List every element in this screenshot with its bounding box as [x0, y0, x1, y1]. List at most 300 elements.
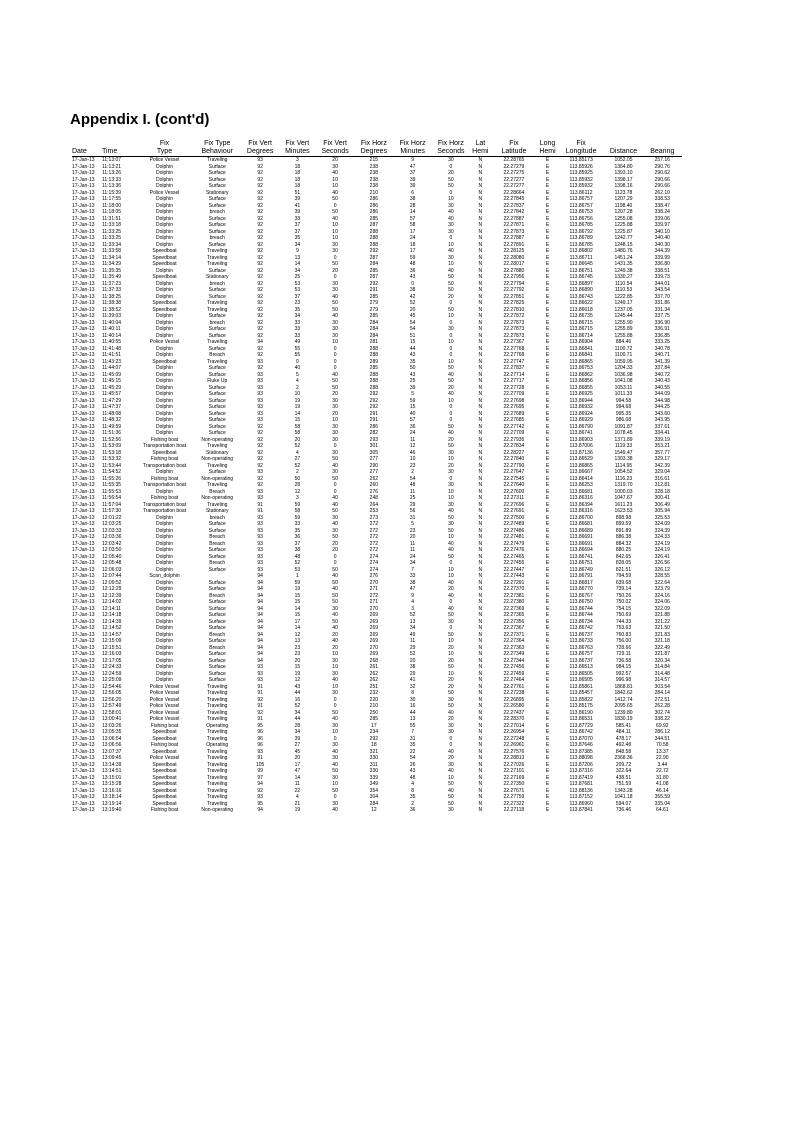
table-cell: E	[545, 768, 550, 774]
table-cell: Dolphin	[156, 651, 173, 657]
table-cell: N	[478, 170, 483, 176]
table-cell: E	[545, 755, 550, 761]
table-cell: 95	[257, 800, 263, 807]
table-cell: 316.61	[654, 475, 670, 482]
table-cell: Breach	[209, 644, 226, 651]
table-cell: Surface	[208, 410, 226, 417]
table-cell: 1052.05	[614, 157, 633, 163]
table-cell: 17-Jan-13	[72, 638, 95, 644]
table-cell: N	[478, 735, 483, 742]
table-cell: Speedboat	[152, 274, 177, 280]
table-cell: 10	[448, 638, 454, 644]
table-cell: 0	[449, 345, 453, 352]
table-cell: N	[478, 287, 483, 293]
table-cell: 292	[369, 391, 379, 397]
table-cell: 209.72	[615, 761, 632, 768]
table-cell: N	[478, 280, 483, 287]
table-cell: 22.27717	[503, 378, 525, 384]
table-cell: 20	[448, 755, 454, 761]
table-cell: Traveling	[207, 748, 228, 755]
table-cell: Speedboat	[152, 261, 177, 267]
table-row	[72, 677, 682, 684]
table-cell: 51	[294, 189, 301, 196]
table-cell: 17-Jan-13	[72, 300, 95, 306]
table-cell: 50	[332, 618, 338, 625]
table-row	[72, 755, 682, 762]
table-cell: 22.27825	[503, 300, 525, 306]
table-cell: 0	[449, 319, 453, 326]
table-cell: 51	[409, 332, 416, 339]
table-cell: 292	[369, 735, 379, 742]
table-cell: 17-Jan-13	[72, 807, 95, 813]
table-cell: 594.07	[615, 800, 632, 807]
table-cell: 17-Jan-13	[72, 774, 95, 781]
table-cell: E	[545, 514, 550, 521]
table-cell: 11:55:35	[101, 482, 122, 488]
table-cell: 113.86711	[569, 254, 593, 261]
table-cell: 40	[332, 761, 338, 768]
table-cell: 10	[448, 488, 454, 495]
table-cell: N	[478, 228, 483, 235]
table-cell: E	[545, 716, 550, 722]
table-cell: 113.86785	[569, 241, 593, 248]
table-cell: 94	[257, 638, 263, 644]
table-cell: E	[545, 566, 550, 573]
table-cell: Surface	[208, 612, 226, 618]
table-cell: 1371.89	[614, 436, 633, 443]
table-cell: 1451.24	[614, 254, 633, 261]
table-cell: 22.27443	[503, 573, 525, 579]
table-cell: 113.86529	[569, 456, 593, 462]
table-row	[72, 287, 682, 294]
table-cell: 286	[369, 202, 379, 209]
table-cell: 50	[332, 261, 338, 267]
table-cell: N	[478, 430, 483, 436]
table-cell: 886.38	[615, 534, 632, 540]
table-cell: Dolphin	[156, 527, 173, 534]
table-cell: 113.86316	[569, 495, 593, 501]
table-cell: 22.27476	[503, 547, 525, 553]
table-cell: 11:40:55	[101, 339, 122, 345]
table-cell: 22.27479	[503, 540, 525, 547]
table-cell: 113.85822	[569, 696, 593, 703]
table-cell: 27	[294, 742, 301, 748]
table-cell: N	[478, 540, 483, 547]
table-cell: E	[545, 241, 550, 248]
table-cell: 93	[257, 157, 263, 163]
table-cell: E	[545, 339, 550, 345]
table-cell: 323.79	[654, 586, 670, 592]
table-cell: 50	[448, 631, 454, 638]
table-cell: 0	[333, 274, 337, 280]
table-cell: 22.28227	[503, 449, 525, 456]
table-cell: N	[478, 553, 483, 560]
table-cell: N	[478, 716, 483, 722]
table-cell: 17-Jan-13	[72, 618, 95, 625]
table-cell: Surface	[208, 163, 226, 170]
table-cell: 354	[369, 787, 379, 794]
table-cell: 828.05	[615, 560, 632, 566]
table-cell: Surface	[208, 638, 226, 644]
table-cell: 20	[448, 462, 454, 469]
table-cell: 92	[257, 787, 263, 794]
table-cell: 92	[257, 196, 263, 202]
table-cell: Police Vessel	[149, 157, 180, 163]
table-cell: 11	[410, 540, 416, 547]
table-cell: 290.76	[654, 163, 670, 170]
table-cell: 1242.77	[614, 235, 633, 241]
column-header: Fix Type	[136, 136, 193, 157]
table-cell: 18	[294, 170, 301, 176]
table-cell: 20	[332, 547, 338, 553]
table-cell: 284	[369, 261, 379, 267]
table-cell: 113.86745	[569, 274, 593, 280]
table-cell: 1198.40	[614, 202, 633, 209]
table-cell: 113.86817	[569, 579, 593, 586]
table-cell: 18	[294, 163, 301, 170]
table-cell: Dolphin	[156, 313, 173, 319]
table-cell: 314.48	[654, 670, 670, 677]
table-cell: 340.10	[654, 228, 670, 235]
table-cell: 57	[409, 215, 416, 222]
table-cell: Dolphin	[156, 618, 173, 625]
table-cell: 736.46	[615, 807, 632, 813]
table-cell: 302.74	[654, 709, 670, 716]
table-cell: 113.86757	[569, 651, 593, 657]
table-cell: Traveling	[207, 157, 228, 163]
table-cell: 113.86694	[569, 547, 593, 553]
table-cell: 30	[332, 248, 338, 254]
table-cell: 93	[257, 534, 263, 540]
table-cell: 93	[257, 521, 263, 527]
table-cell: N	[478, 456, 483, 462]
table-cell: 52	[409, 612, 416, 618]
table-cell: N	[478, 417, 483, 423]
table-cell: Speedboat	[152, 774, 177, 781]
table-cell: 59	[294, 501, 301, 508]
table-cell: 17-Jan-13	[72, 417, 95, 423]
table-cell: Police Vessel	[149, 709, 180, 716]
table-cell: 11:37:33	[101, 287, 122, 293]
table-cell: N	[478, 241, 483, 248]
table-cell: 17-Jan-13	[72, 274, 95, 280]
table-cell: 50	[448, 527, 454, 534]
table-cell: Surface	[208, 384, 226, 391]
table-cell: 17-Jan-13	[72, 462, 95, 469]
table-cell: 11:18:00	[101, 202, 122, 209]
table-cell: 40	[448, 430, 454, 436]
table-cell: N	[478, 358, 483, 365]
table-row	[72, 612, 682, 619]
table-cell: 30	[332, 423, 338, 430]
table-cell: Traveling	[207, 735, 228, 742]
table-cell: Police Vessel	[149, 716, 180, 722]
table-cell: 94	[257, 612, 263, 618]
table-cell: 12:16:03	[101, 651, 122, 657]
table-cell: Dolphin	[156, 391, 173, 397]
table-cell: 17	[294, 761, 301, 768]
table-cell: E	[545, 163, 550, 170]
table-cell: Dolphin	[156, 196, 173, 202]
table-cell: N	[478, 501, 483, 508]
table-cell: Surface	[208, 657, 226, 664]
table-cell: 23	[294, 651, 301, 657]
table-cell: 891.89	[615, 527, 632, 534]
table-cell: 19	[294, 397, 301, 404]
table-cell: 92	[257, 209, 263, 215]
table-cell: 92	[257, 170, 263, 176]
table-row	[72, 716, 682, 723]
table-cell: 50	[448, 378, 454, 384]
table-cell: 1868.81	[614, 683, 633, 690]
table-cell: 13:06:54	[101, 735, 122, 742]
table-cell: N	[478, 482, 483, 488]
table-cell: E	[545, 696, 550, 703]
table-row	[72, 573, 682, 580]
table-cell: breach	[209, 280, 225, 287]
table-cell: 92	[257, 163, 263, 170]
table-cell: 0	[333, 254, 337, 261]
table-cell: N	[478, 709, 483, 716]
table-cell: Dolphin	[156, 677, 173, 683]
table-cell: 50	[332, 196, 338, 202]
table-cell: E	[545, 254, 550, 261]
table-cell: 17-Jan-13	[72, 664, 95, 670]
table-cell: 38	[409, 579, 416, 586]
table-cell: 17-Jan-13	[72, 391, 95, 397]
table-cell: 22.27768	[503, 345, 525, 352]
table-cell: 58	[294, 423, 301, 430]
table-cell: 22.27728	[503, 384, 525, 391]
table-cell: breach	[209, 209, 225, 215]
table-cell: 17-Jan-13	[72, 436, 95, 443]
table-cell: Surface	[208, 176, 226, 183]
table-cell: 22.27380	[503, 599, 525, 605]
table-cell: 312.81	[654, 482, 670, 488]
table-cell: N	[478, 521, 483, 527]
table-cell: 50	[332, 300, 338, 306]
table-cell: 38	[409, 196, 416, 202]
table-cell: 10	[448, 573, 454, 579]
table-cell: 20	[332, 644, 338, 651]
table-cell: 54	[409, 475, 416, 482]
table-cell: 113.86700	[569, 514, 593, 521]
table-cell: 4	[411, 599, 414, 605]
table-cell: 22.27759	[503, 794, 525, 800]
table-cell: 300.41	[654, 495, 670, 501]
table-cell: 17-Jan-13	[72, 716, 95, 722]
table-cell: 324.09	[654, 521, 670, 527]
table-cell: E	[545, 215, 550, 222]
table-cell: 50	[448, 664, 454, 670]
table-cell: 113.86785	[569, 222, 593, 228]
table-cell: 20	[332, 540, 338, 547]
table-cell: E	[545, 345, 550, 352]
table-cell: 17	[371, 722, 377, 729]
table-cell: 22.27576	[503, 748, 525, 755]
table-cell: E	[545, 787, 550, 794]
table-cell: 30	[332, 670, 338, 677]
table-cell: 0	[333, 202, 337, 209]
table-cell: 35	[294, 306, 301, 313]
table-cell: 12:54:46	[101, 683, 122, 690]
table-cell: 284	[369, 319, 379, 326]
table-cell: 93	[257, 404, 263, 410]
table-cell: 22.27840	[503, 456, 525, 462]
table-cell: 93	[257, 410, 263, 417]
table-cell: E	[545, 482, 550, 488]
table-cell: 10	[332, 417, 338, 423]
table-cell: 324.19	[654, 547, 670, 553]
table-cell: 113.86737	[569, 657, 593, 664]
table-cell: N	[478, 196, 483, 202]
table-cell: 17-Jan-13	[72, 586, 95, 592]
table-cell: 0	[449, 735, 453, 742]
table-cell: 34	[294, 729, 301, 735]
table-cell: 47	[294, 768, 301, 774]
table-cell: 326.12	[654, 566, 670, 573]
table-cell: 17-Jan-13	[72, 248, 95, 254]
table-cell: Speedboat	[152, 300, 177, 306]
table-cell: 20	[448, 170, 454, 176]
table-cell: E	[545, 196, 550, 202]
table-cell: 11:35:35	[101, 267, 122, 274]
table-cell: 996.98	[615, 677, 632, 683]
table-cell: Surface	[208, 391, 226, 397]
table-cell: 33	[409, 573, 416, 579]
appendix-table-container	[72, 136, 682, 814]
table-cell: 11:47:29	[101, 397, 122, 404]
table-cell: 322.64	[654, 579, 670, 586]
table-cell: 39	[294, 196, 301, 202]
table-cell: 15	[294, 417, 301, 423]
table-cell: Speedboat	[152, 787, 177, 794]
table-cell: Speedboat	[152, 735, 177, 742]
table-cell: 30	[332, 319, 338, 326]
table-cell: 17-Jan-13	[72, 358, 95, 365]
table-cell: N	[478, 176, 483, 183]
table-cell: 324.19	[654, 540, 670, 547]
table-cell: 113.86792	[569, 228, 593, 235]
table-cell: 17-Jan-13	[72, 605, 95, 612]
table-cell: N	[478, 274, 483, 280]
table-cell: 113.86742	[569, 729, 593, 735]
table-cell: 31	[409, 735, 416, 742]
table-cell: 113.86841	[569, 345, 593, 352]
table-row	[72, 430, 682, 437]
table-cell: 17-Jan-13	[72, 176, 95, 183]
table-cell: 301	[369, 443, 379, 449]
table-cell: 994.58	[615, 397, 632, 404]
table-cell: Traveling	[207, 254, 228, 261]
table-cell: 250	[369, 709, 379, 716]
table-cell: 17-Jan-13	[72, 729, 95, 735]
table-cell: 40	[332, 677, 338, 683]
table-cell: Dolphin	[156, 566, 173, 573]
table-cell: 40	[332, 586, 338, 592]
table-cell: 22.27880	[503, 267, 525, 274]
table-cell: 17-Jan-13	[72, 683, 95, 690]
table-cell: 20	[448, 644, 454, 651]
table-cell: 340.78	[654, 345, 670, 352]
table-cell: 238	[369, 176, 379, 183]
table-cell: 10	[448, 534, 454, 540]
table-row	[72, 313, 682, 320]
table-cell: 0	[333, 560, 337, 566]
table-cell: N	[478, 807, 483, 813]
table-cell: 59	[294, 579, 301, 586]
table-cell: 11	[410, 547, 416, 553]
table-row	[72, 157, 682, 164]
table-cell: 478.17	[615, 735, 632, 742]
table-cell: 331.34	[654, 306, 670, 313]
table-cell: 50	[332, 209, 338, 215]
table-cell: 13:19:40	[101, 807, 122, 813]
table-cell: 43	[409, 274, 416, 280]
table-cell: 234	[369, 729, 379, 735]
table-row	[72, 534, 682, 541]
table-cell: 257.16	[654, 157, 670, 163]
table-cell: 248	[369, 495, 379, 501]
table-cell: 93	[257, 748, 263, 755]
table-cell: 17-Jan-13	[72, 508, 95, 514]
table-cell: 20	[409, 657, 416, 664]
table-cell: 22.26895	[503, 696, 525, 703]
table-cell: Non-operating	[201, 436, 234, 443]
table-cell: 11:13:26	[101, 170, 122, 176]
table-cell: 12:57:49	[101, 703, 122, 709]
table-cell: 92	[257, 287, 263, 293]
table-cell: E	[545, 612, 550, 618]
table-cell: 40	[448, 592, 454, 599]
table-cell: 13:09:45	[101, 755, 122, 761]
table-cell: 113.86743	[569, 293, 593, 300]
table-cell: 22.27671	[503, 787, 525, 794]
table-cell: 17-Jan-13	[72, 163, 95, 170]
table-cell: 986.08	[615, 417, 632, 423]
table-cell: E	[545, 638, 550, 644]
table-cell: 17-Jan-13	[72, 579, 95, 586]
table-cell: 321.83	[654, 631, 670, 638]
table-cell: E	[545, 722, 550, 729]
fix-data-table	[72, 136, 682, 814]
table-cell: 22.27364	[503, 638, 525, 644]
table-cell: 30	[448, 761, 454, 768]
table-cell: Operating	[206, 742, 229, 748]
table-cell: 284	[369, 332, 379, 339]
table-cell: N	[478, 612, 483, 618]
table-cell: 92	[257, 436, 263, 443]
table-cell: Surface	[208, 664, 226, 670]
table-cell: 13.37	[656, 748, 669, 755]
table-cell: 113.86505	[569, 670, 593, 677]
table-cell: 4	[411, 781, 414, 787]
table-cell: N	[478, 157, 483, 163]
table-cell: 22.27481	[503, 534, 525, 540]
table-cell: Dolphin	[156, 170, 173, 176]
table-cell: 40	[448, 787, 454, 794]
table-cell: 113.85932	[569, 176, 593, 183]
table-cell: 37	[294, 540, 301, 547]
table-cell: 113.86756	[569, 215, 593, 222]
table-cell: 113.87006	[569, 443, 593, 449]
table-cell: Traveling	[207, 248, 228, 254]
table-cell: 113.86903	[569, 436, 593, 443]
table-cell: 10	[448, 397, 454, 404]
table-cell: 50	[332, 787, 338, 794]
table-cell: 50	[332, 709, 338, 716]
table-cell: 22.27956	[503, 274, 525, 280]
